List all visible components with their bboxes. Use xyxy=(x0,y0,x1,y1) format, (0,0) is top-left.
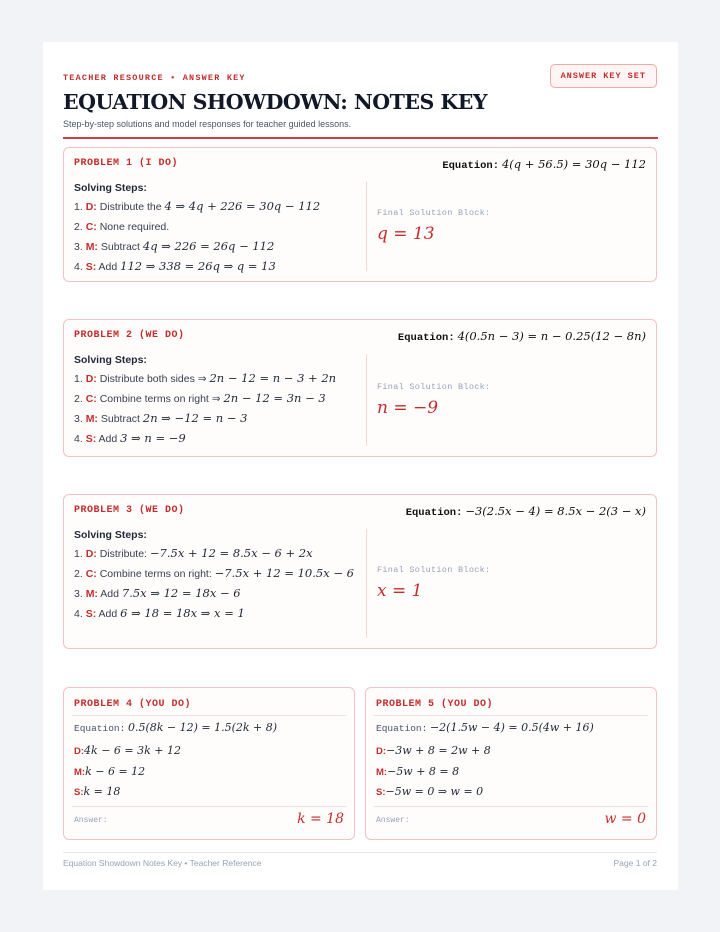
page-title: EQUATION SHOWDOWN: NOTES KEY xyxy=(63,90,488,114)
problem-card-2 xyxy=(63,319,657,457)
step-move: 3. M: Add 7.5x ⇒ 12 = 18x − 6 xyxy=(74,586,241,600)
step-solve: S:k = 18 xyxy=(74,785,121,798)
header-kicker: TEACHER RESOURCE • ANSWER KEY xyxy=(63,73,246,83)
step-distribute: D:4k − 6 = 3k + 12 xyxy=(74,744,181,757)
card-divider xyxy=(374,715,648,716)
card-divider xyxy=(366,182,367,271)
problem-title: PROBLEM 3 (WE DO) xyxy=(74,505,185,516)
final-solution: x = 1 xyxy=(377,581,423,601)
problem-equation: 0.5(8k − 12) = 1.5(2k + 8) xyxy=(127,721,278,734)
final-solution-block: Final Solution Block: x = 1 xyxy=(377,565,491,601)
problem-card-1 xyxy=(63,147,657,282)
answer-value: w = 0 xyxy=(604,811,646,827)
final-solution-block: Final Solution Block: q = 13 xyxy=(377,208,491,244)
problem-equation: −2(1.5w − 4) = 0.5(4w + 16) xyxy=(429,721,594,734)
equation-label: Equation: xyxy=(442,160,500,172)
final-solution-block: Final Solution Block: n = −9 xyxy=(377,382,491,418)
equation-label: Equation: xyxy=(397,332,455,344)
answer-label: Answer: xyxy=(74,816,108,825)
footer-rule xyxy=(63,852,657,853)
step-move: M:−5w + 8 = 8 xyxy=(376,765,460,778)
card-divider xyxy=(72,715,346,716)
solving-steps-label: Solving Steps: xyxy=(74,182,147,194)
problem-card-3 xyxy=(63,494,657,649)
problem-equation: 4(q + 56.5) = 30q − 112 xyxy=(501,157,646,171)
answer-value: k = 18 xyxy=(297,811,344,827)
equation-label: Equation: xyxy=(74,723,126,734)
step-solve: 4. S: Add 3 ⇒ n = −9 xyxy=(74,431,186,445)
final-solution: q = 13 xyxy=(377,224,435,244)
step-distribute: 1. D: Distribute: −7.5x + 12 = 8.5x − 6 + 2x xyxy=(74,546,313,560)
page-subtitle: Step-by-step solutions and model responses for teacher guided lessons. xyxy=(63,119,352,129)
card-divider xyxy=(366,354,367,446)
step-solve: 4. S: Add 112 ⇒ 338 = 26q ⇒ q = 13 xyxy=(74,259,276,273)
card-divider xyxy=(374,806,648,807)
step-move: 3. M: Subtract 4q ⇒ 226 = 26q − 112 xyxy=(74,239,275,253)
problem-card-5 xyxy=(365,687,657,840)
step-distribute: 1. D: Distribute the 4 ⇒ 4q + 226 = 30q − 112 xyxy=(74,199,321,213)
step-distribute: 1. D: Distribute both sides ⇒ 2n − 12 = n − 3 + 2n xyxy=(74,371,337,385)
step-distribute: D:−3w + 8 = 2w + 8 xyxy=(376,744,491,757)
card-divider xyxy=(72,806,346,807)
card-divider xyxy=(366,529,367,638)
step-solve: 4. S: Add 6 ⇒ 18 = 18x ⇒ x = 1 xyxy=(74,606,245,620)
footer-text: Equation Showdown Notes Key • Teacher Reference xyxy=(63,858,262,868)
problem-card-4 xyxy=(63,687,355,840)
header-rule xyxy=(63,137,658,139)
step-combine: 2. C: None required. xyxy=(74,221,170,233)
step-solve: S:−5w = 0 ⇒ w = 0 xyxy=(376,785,484,798)
page-number: Page 1 of 2 xyxy=(613,858,657,868)
final-solution: n = −9 xyxy=(377,398,439,418)
problem-title: PROBLEM 2 (WE DO) xyxy=(74,330,185,341)
step-combine: 2. C: Combine terms on right ⇒ 2n − 12 = 3n − 3 xyxy=(74,391,326,405)
problem-title: PROBLEM 5 (YOU DO) xyxy=(376,699,494,710)
answer-key-badge: ANSWER KEY SET xyxy=(550,64,657,88)
equation-label: Equation: xyxy=(405,507,463,519)
solving-steps-label: Solving Steps: xyxy=(74,529,147,541)
problem-title: PROBLEM 1 (I DO) xyxy=(74,158,179,169)
answer-label: Answer: xyxy=(376,816,410,825)
step-move: M:k − 6 = 12 xyxy=(74,765,146,778)
problem-equation: 4(0.5n − 3) = n − 0.25(12 − 8n) xyxy=(457,329,646,343)
problem-title: PROBLEM 4 (YOU DO) xyxy=(74,699,192,710)
answer-key-sheet xyxy=(43,42,678,890)
problem-equation: −3(2.5x − 4) = 8.5x − 2(3 − x) xyxy=(465,504,646,518)
step-move: 3. M: Subtract 2n ⇒ −12 = n − 3 xyxy=(74,411,248,425)
equation-label: Equation: xyxy=(376,723,428,734)
solving-steps-label: Solving Steps: xyxy=(74,354,147,366)
step-combine: 2. C: Combine terms on right: −7.5x + 12 = 10.5x − 6 xyxy=(74,566,354,580)
